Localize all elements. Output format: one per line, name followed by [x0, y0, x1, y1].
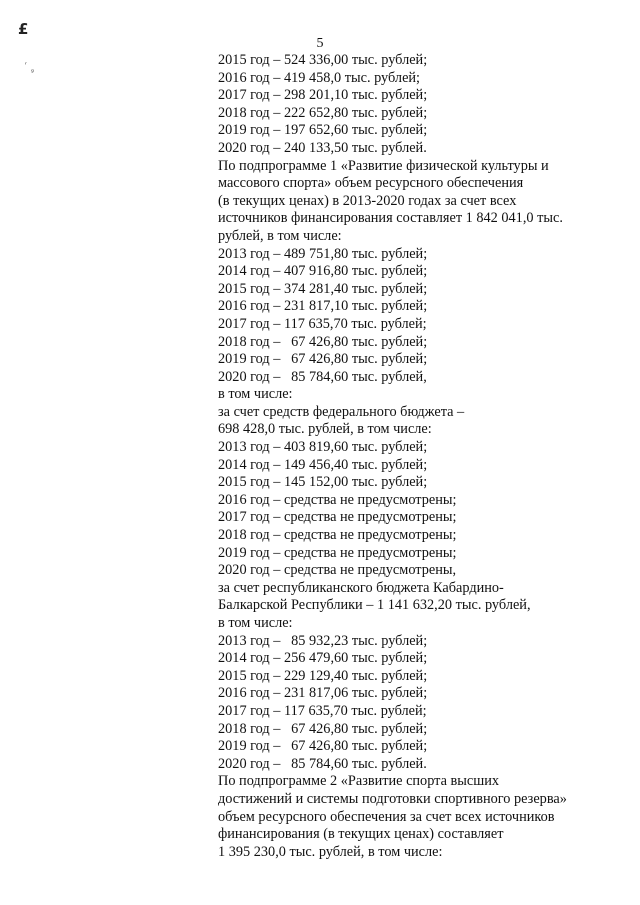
text-line: достижений и системы подготовки спортивного резерва» [218, 790, 567, 807]
scan-artifact-mark: ʳ [25, 61, 27, 69]
text-line: за счет средств федерального бюджета – [218, 403, 465, 420]
scan-artifact-mark: ᵍ [31, 68, 34, 76]
text-line: 2016 год – 231 817,10 тыс. рублей; [218, 298, 428, 315]
text-line: 2014 год – 407 916,80 тыс. рублей; [218, 263, 428, 280]
text-line: источников финансирования составляет 1 842 041,0 тыс. [218, 210, 563, 227]
text-line: 2019 год – 197 652,60 тыс. рублей; [218, 122, 428, 139]
text-line: 2017 год – 117 635,70 тыс. рублей; [218, 702, 427, 719]
text-line: массового спорта» объем ресурсного обеспечения [218, 175, 524, 192]
document-body [218, 52, 628, 861]
text-line: 2019 год – 67 426,80 тыс. рублей; [218, 351, 428, 368]
text-line: 698 428,0 тыс. рублей, в том числе: [218, 421, 432, 438]
text-line: 2016 год – 231 817,06 тыс. рублей; [218, 685, 428, 702]
text-line: 2013 год – 489 751,80 тыс. рублей; [218, 245, 428, 262]
text-line: 2015 год – 524 336,00 тыс. рублей; [218, 52, 428, 68]
text-line: финансирования (в текущих ценах) составляет [218, 826, 504, 843]
text-line: 2014 год – 149 456,40 тыс. рублей; [218, 456, 428, 473]
text-line: 2017 год – 117 635,70 тыс. рублей; [218, 315, 427, 332]
text-line: рублей, в том числе: [218, 227, 342, 244]
text-line: 2015 год – 374 281,40 тыс. рублей; [218, 280, 428, 297]
text-line: в том числе: [218, 615, 293, 631]
text-line: в том числе: [218, 386, 293, 403]
text-line: 2019 год – средства не предусмотрены; [218, 544, 457, 561]
text-line: 2016 год – 419 458,0 тыс. рублей; [218, 69, 421, 86]
text-line: объем ресурсного обеспечения за счет всех источников [218, 808, 555, 825]
text-line: 2020 год – 85 784,60 тыс. рублей. [218, 755, 427, 772]
text-line: 2017 год – 298 201,10 тыс. рублей; [218, 87, 428, 104]
text-line: 2014 год – 256 479,60 тыс. рублей; [218, 650, 428, 667]
text-line: 2016 год – средства не предусмотрены; [218, 491, 457, 508]
text-line: 2018 год – 67 426,80 тыс. рублей; [218, 333, 428, 350]
text-line: 2017 год – средства не предусмотрены; [218, 509, 457, 526]
text-line: 2015 год – 229 129,40 тыс. рублей; [218, 667, 428, 684]
text-line: за счет республиканского бюджета Кабардино- [218, 579, 504, 596]
text-line: 1 395 230,0 тыс. рублей, в том числе: [218, 843, 443, 860]
text-line: 2020 год – 85 784,60 тыс. рублей, [218, 368, 427, 385]
text-line: 2013 год – 403 819,60 тыс. рублей; [218, 439, 428, 456]
scan-artifact-mark: £ [18, 20, 29, 38]
text-line: 2013 год – 85 932,23 тыс. рублей; [218, 632, 428, 649]
text-line: 2020 год – средства не предусмотрены, [218, 562, 457, 579]
text-line: По подпрограмме 1 «Развитие физической культуры и [218, 157, 549, 174]
text-line: По подпрограмме 2 «Развитие спорта высших [218, 773, 500, 790]
text-line: (в текущих ценах) в 2013-2020 годах за счет всех [218, 192, 517, 209]
page-number: 5 [316, 36, 324, 51]
text-line: 2020 год – 240 133,50 тыс. рублей. [218, 139, 427, 156]
text-line: 2018 год – 67 426,80 тыс. рублей; [218, 720, 428, 737]
text-line: Балкарской Республики – 1 141 632,20 тыс. рублей, [218, 597, 531, 614]
text-line: 2018 год – средства не предусмотрены; [218, 527, 457, 544]
text-line: 2015 год – 145 152,00 тыс. рублей; [218, 474, 428, 491]
text-line: 2018 год – 222 652,80 тыс. рублей; [218, 104, 428, 121]
text-line: 2019 год – 67 426,80 тыс. рублей; [218, 738, 428, 755]
